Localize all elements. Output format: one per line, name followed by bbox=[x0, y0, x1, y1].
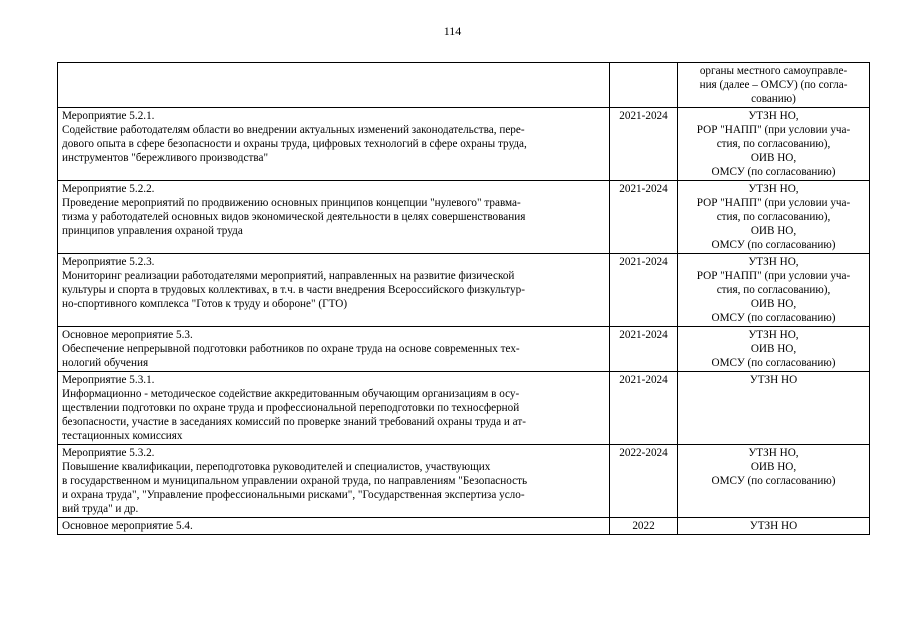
measure-title: Мероприятие 5.2.3. bbox=[62, 256, 155, 268]
executor-line: органы местного самоуправле- bbox=[699, 65, 848, 77]
measure-name-cell bbox=[58, 327, 610, 372]
executor-line: ОИВ НО, bbox=[750, 461, 797, 473]
measure-title: Мероприятие 5.3.1. bbox=[62, 374, 155, 386]
executor-line: УТЗН НО, bbox=[748, 256, 799, 268]
executor-line: ОМСУ (по согласованию) bbox=[711, 357, 836, 369]
measure-description-line: вий труда" и др. bbox=[62, 503, 139, 515]
measures-table-body bbox=[58, 63, 870, 535]
measure-name-cell bbox=[58, 518, 610, 535]
period-cell: 2022 bbox=[610, 518, 678, 535]
measure-description-line: Мониторинг реализации работодателями мероприятий, направленных на развитие физической bbox=[62, 270, 515, 282]
executor-line: УТЗН НО bbox=[749, 520, 798, 532]
table-row bbox=[58, 108, 870, 181]
executors-cell bbox=[678, 327, 870, 372]
executors-cell bbox=[678, 518, 870, 535]
executors-cell bbox=[678, 445, 870, 518]
executors-cell bbox=[678, 254, 870, 327]
measure-description-line: дового опыта в сфере безопасности и охраны труда, цифровых технологий в сфере охраны труда, bbox=[62, 138, 527, 150]
executor-line: УТЗН НО, bbox=[748, 447, 799, 459]
measure-description-line: культуры и спорта в трудовых коллективах, в т.ч. в части внедрения Всероссийского физкультур- bbox=[62, 284, 525, 296]
table-row bbox=[58, 181, 870, 254]
executor-line: ОМСУ (по согласованию) bbox=[711, 312, 836, 324]
measure-name-cell bbox=[58, 445, 610, 518]
executors-cell bbox=[678, 181, 870, 254]
measure-title: Основное мероприятие 5.3. bbox=[62, 329, 193, 341]
executor-line: ОИВ НО, bbox=[750, 298, 797, 310]
executor-line: ОИВ НО, bbox=[750, 152, 797, 164]
executor-line: УТЗН НО bbox=[749, 374, 798, 386]
measure-name-cell bbox=[58, 63, 610, 108]
executor-line: УТЗН НО, bbox=[748, 183, 799, 195]
executors-cell bbox=[678, 108, 870, 181]
measure-description-line: принципов управления охраной труда bbox=[62, 225, 243, 237]
measure-description-line: Обеспечение непрерывной подготовки работников по охране труда на основе современных тех- bbox=[62, 343, 520, 355]
executor-line: ОИВ НО, bbox=[750, 343, 797, 355]
measure-description-line: тизма у работодателей основных видов экономической деятельности в целях совершенствования bbox=[62, 211, 526, 223]
measure-description-line: но-спортивного комплекса "Готов к труду и обороне" (ГТО) bbox=[62, 298, 348, 310]
table-row-continuation bbox=[58, 63, 870, 108]
executor-line: стия, по согласованию), bbox=[716, 138, 831, 150]
measure-description-line: Информационно - методическое содействие аккредитованным обучающим организациям в осу- bbox=[62, 388, 520, 400]
executor-line: УТЗН НО, bbox=[748, 329, 799, 341]
table-row bbox=[58, 518, 870, 535]
measure-description-line: безопасности, участие в заседаниях комиссий по проверке знаний требований охраны труда и ат- bbox=[62, 416, 526, 428]
table-row bbox=[58, 372, 870, 445]
table-row bbox=[58, 327, 870, 372]
executor-line: сованию) bbox=[751, 93, 796, 105]
executors-cell bbox=[678, 63, 870, 108]
executor-line: ОМСУ (по согласованию) bbox=[711, 239, 836, 251]
measure-name-cell bbox=[58, 108, 610, 181]
measure-title: Мероприятие 5.3.2. bbox=[62, 447, 155, 459]
measure-title: Мероприятие 5.2.1. bbox=[62, 110, 155, 122]
executor-line: ОИВ НО, bbox=[750, 225, 797, 237]
executor-line: РОР "НАПП" (при условии уча- bbox=[696, 270, 851, 282]
table-row bbox=[58, 254, 870, 327]
measure-description-line: Содействие работодателям области во внедрении актуальных изменений законодательства, пере- bbox=[62, 124, 525, 136]
page-number: 114 bbox=[443, 24, 462, 38]
period-cell: 2022-2024 bbox=[610, 445, 678, 518]
period-cell bbox=[610, 63, 678, 108]
measure-description-line: Проведение мероприятий по продвижению основных принципов концепции "нулевого" травма- bbox=[62, 197, 521, 209]
measure-description-line: инструментов "бережливого производства" bbox=[62, 152, 269, 164]
period-cell: 2021-2024 bbox=[610, 372, 678, 445]
measure-title: Основное мероприятие 5.4. bbox=[62, 520, 193, 532]
executor-line: УТЗН НО, bbox=[748, 110, 799, 122]
table-row bbox=[58, 445, 870, 518]
executor-line: стия, по согласованию), bbox=[716, 211, 831, 223]
executor-line: РОР "НАПП" (при условии уча- bbox=[696, 197, 851, 209]
executor-line: ния (далее – ОМСУ) (по согла- bbox=[699, 79, 848, 91]
measure-description-line: нологий обучения bbox=[62, 357, 149, 369]
measure-description-line: ществлении подготовки по охране труда и профессиональной переподготовки по техносферной bbox=[62, 402, 520, 414]
measure-description-line: Повышение квалификации, переподготовка руководителей и специалистов, участвующих bbox=[62, 461, 491, 473]
measure-title: Мероприятие 5.2.2. bbox=[62, 183, 155, 195]
executor-line: стия, по согласованию), bbox=[716, 284, 831, 296]
measures-table bbox=[57, 62, 870, 535]
measure-name-cell bbox=[58, 372, 610, 445]
period-cell: 2021-2024 bbox=[610, 327, 678, 372]
measure-description-line: тестационных комиссиях bbox=[62, 430, 183, 442]
executor-line: ОМСУ (по согласованию) bbox=[711, 166, 836, 178]
period-cell: 2021-2024 bbox=[610, 181, 678, 254]
period-cell: 2021-2024 bbox=[610, 254, 678, 327]
measure-name-cell bbox=[58, 181, 610, 254]
measure-name-cell bbox=[58, 254, 610, 327]
executors-cell bbox=[678, 372, 870, 445]
period-cell: 2021-2024 bbox=[610, 108, 678, 181]
executor-line: РОР "НАПП" (при условии уча- bbox=[696, 124, 851, 136]
executor-line: ОМСУ (по согласованию) bbox=[711, 475, 836, 487]
measure-description-line: и охрана труда", "Управление профессиональными рисками", "Государственная экспертиза усло- bbox=[62, 489, 525, 501]
measure-description-line: в государственном и муниципальном управлении охраной труда, по направлениям "Безопасность bbox=[62, 475, 528, 487]
